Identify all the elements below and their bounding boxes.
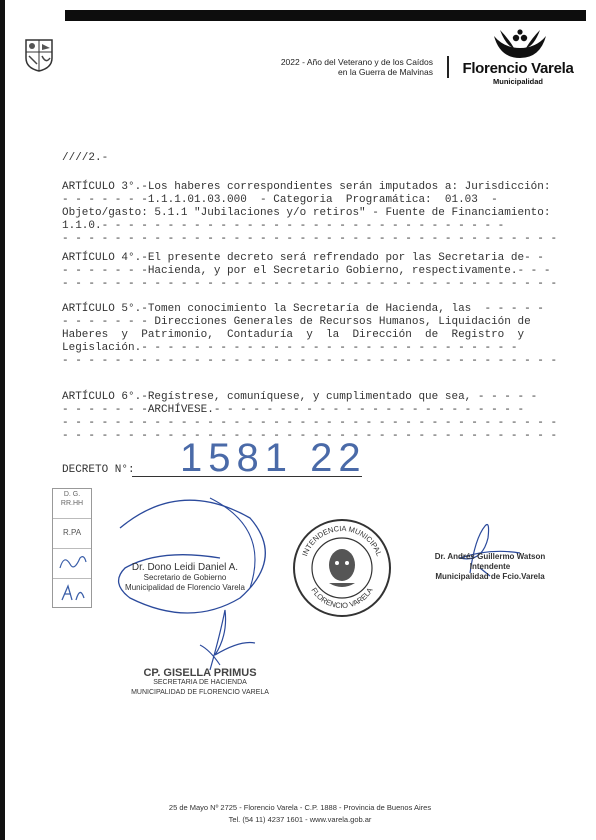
signer-role: Secretario de Gobierno bbox=[143, 573, 227, 582]
stamp-cell-initials-1 bbox=[53, 549, 91, 579]
header-divider bbox=[447, 56, 449, 78]
florencio-varela-logo-icon bbox=[490, 28, 550, 60]
page-reference: ////2.- bbox=[62, 152, 109, 164]
handwritten-initials-icon bbox=[54, 580, 90, 606]
routing-stamp-box bbox=[52, 488, 92, 608]
scan-top-bar bbox=[65, 10, 586, 21]
signature-block-mayor bbox=[420, 552, 560, 582]
seal-text-bottom: FLORENCIO VARELA bbox=[309, 585, 375, 611]
article-5-line-1: ARTÍCULO 5°.-Tomen conocimiento la Secretaría de Hacienda, las - - - - - bbox=[62, 303, 544, 315]
article-4-line-2: - - - - - - -Hacienda, y por el Secretario Gobierno, respectivamente.- - - bbox=[62, 265, 551, 277]
article-6-line-2: - - - - - - -ARCHÍVESE.- - - - - - - - - - - - - - - - - - - - - - - - bbox=[62, 404, 525, 416]
motto-line-2: en la Guerra de Malvinas bbox=[338, 67, 433, 77]
decree-number-label: DECRETO N°: bbox=[62, 464, 135, 476]
stamp-cell-rrhh: D. G. RR.HH bbox=[53, 489, 91, 519]
signer-role: SECRETARIA DE HACIENDA bbox=[153, 679, 247, 686]
signature-block-government bbox=[120, 563, 250, 593]
signer-organization: Municipalidad de Florencio Varela bbox=[125, 583, 245, 592]
article-6-line-1: ARTÍCULO 6°.-Regístrese, comuníquese, y cumplimentado que sea, - - - - - bbox=[62, 391, 538, 403]
article-5-line-3: Haberes y Patrimonio, Contaduría y la Dirección de Registro y bbox=[62, 329, 525, 341]
signature-scribble-icon bbox=[180, 605, 260, 675]
municipal-seal-icon bbox=[291, 517, 393, 619]
signer-organization: MUNICIPALIDAD DE FLORENCIO VARELA bbox=[131, 689, 269, 696]
page-footer bbox=[100, 802, 500, 826]
footer-contact: Tel. (54 11) 4237 1601 - www.varela.gob.ar bbox=[228, 815, 372, 824]
brand-name: Florencio Varela bbox=[462, 60, 574, 77]
stamp-cell-initials-2 bbox=[53, 579, 91, 608]
municipal-crest-icon bbox=[24, 38, 54, 72]
dash-row: - - - - - - - - - - - - - - - - - - - - - - - - - - - - - - - - - - - - - - bbox=[62, 355, 558, 367]
dash-row: - - - - - - - - - - - - - - - - - - - - - - - - - - - - - - - - - - - - - - bbox=[62, 430, 558, 442]
year-motto bbox=[255, 57, 433, 77]
dash-row: - - - - - - - - - - - - - - - - - - - - - - - - - - - - - - - - - - - - - - bbox=[62, 417, 558, 429]
signer-name: Dr. Dono Leidi Daniel A. bbox=[131, 562, 239, 573]
handwritten-initials-icon bbox=[54, 550, 90, 576]
article-4-line-1: ARTÍCULO 4°.-El presente decreto será refrendado por las Secretaria de- - bbox=[62, 252, 544, 264]
article-3-line-3: Objeto/gasto: 5.1.1 "Jubilaciones y/o retiros" - Fuente de Financiamiento: bbox=[62, 207, 551, 219]
motto-line-1: 2022 - Año del Veterano y de los Caídos bbox=[280, 57, 433, 67]
article-3-line-4: 1.1.0.- - - - - - - - - - - - - - - - - - - - - - - - - - - - - - - bbox=[62, 220, 505, 232]
signer-role: Intendente bbox=[469, 562, 511, 571]
footer-address: 25 de Mayo Nº 2725 - Florencio Varela - C.P. 1888 - Provincia de Buenos Aires bbox=[168, 803, 432, 812]
stamp-cell-rpa: R.PA bbox=[53, 519, 91, 549]
signature-block-treasury bbox=[120, 668, 280, 698]
article-5-line-4: Legislación.- - - - - - - - - - - - - - - - - - - - - - - - - - - - - bbox=[62, 342, 518, 354]
decree-number-stamp: 1581 22 bbox=[180, 436, 367, 480]
article-5-line-2: - - - - - - - Direcciones Generales de Recursos Humanos, Liquidación de bbox=[62, 316, 531, 328]
article-3-line-1: ARTÍCULO 3°.-Los haberes correspondientes serán imputados a: Jurisdicción: bbox=[62, 181, 551, 193]
signer-name: CP. GISELLA PRIMUS bbox=[143, 667, 257, 679]
scan-edge bbox=[0, 0, 5, 840]
dash-row: - - - - - - - - - - - - - - - - - - - - - - - - - - - - - - - - - - - - - - bbox=[62, 278, 558, 290]
signer-name: Dr. Andrés Guillermo Watson bbox=[434, 552, 546, 561]
article-3-line-2: - - - - - - -1.1.1.01.03.000 - Categoria Programática: 01.03 - bbox=[62, 194, 498, 206]
seal-text-top: INTENDENCIA MUNICIPAL bbox=[300, 523, 384, 558]
signer-organization: Municipalidad de Fcio.Varela bbox=[435, 572, 545, 581]
brand-subtitle: Municipalidad bbox=[492, 77, 543, 86]
dash-row: - - - - - - - - - - - - - - - - - - - - - - - - - - - - - - - - - - - - - - bbox=[62, 233, 558, 245]
